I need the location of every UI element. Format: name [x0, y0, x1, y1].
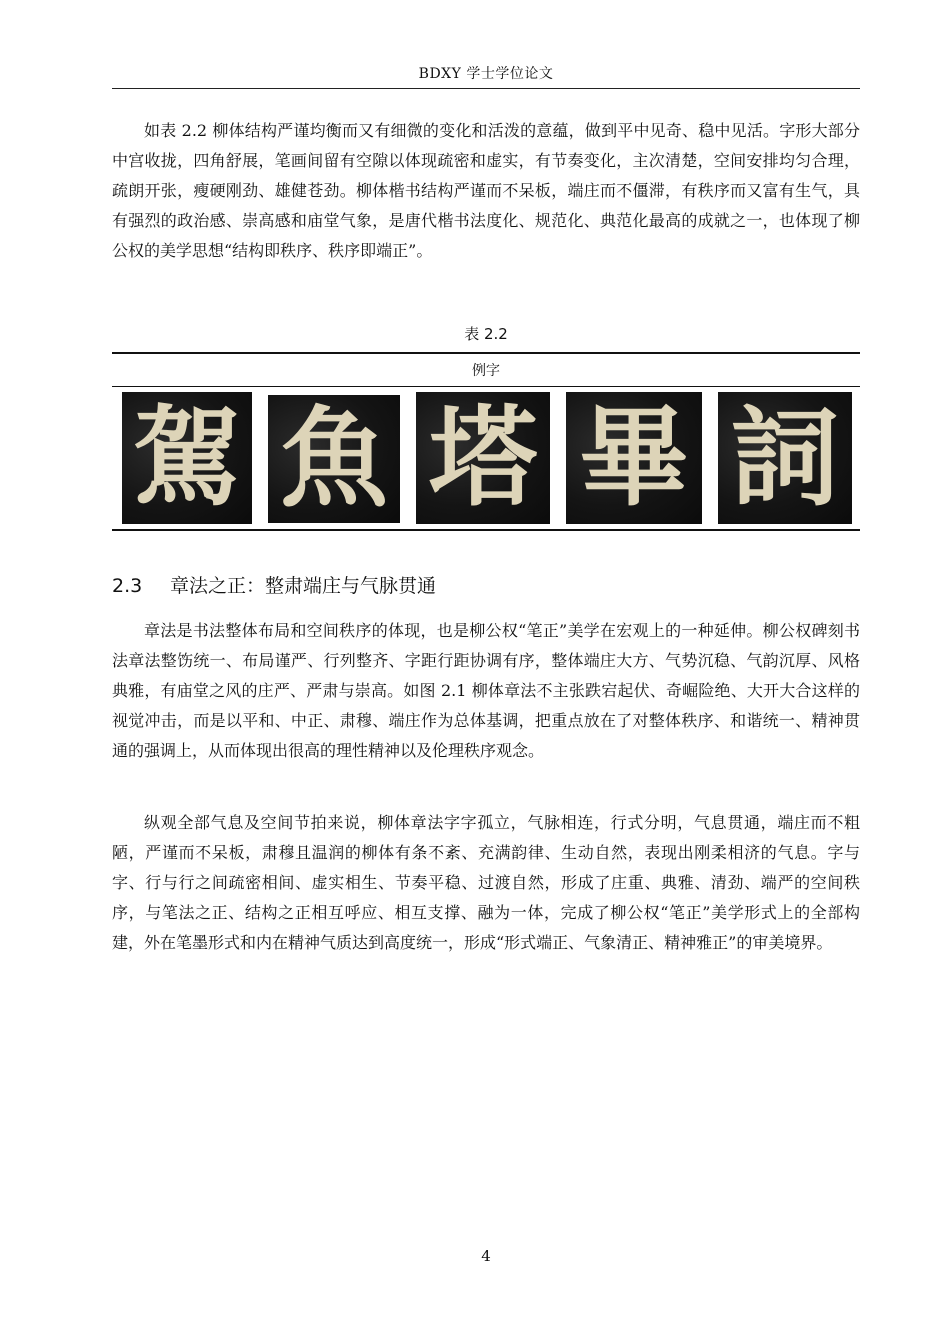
- calligraphy-rubbing-image: [268, 395, 400, 523]
- calligraphy-rubbing-image: [122, 392, 252, 524]
- table-bottom-rule: [112, 529, 860, 531]
- calligraphy-rubbing-image: [718, 392, 852, 524]
- calligraphy-character: 詞: [730, 395, 839, 521]
- section-title: 章法之正：整肃端庄与气脉贯通: [170, 575, 437, 597]
- header-rule: [112, 88, 860, 89]
- running-header: BDXY 学士学位论文: [418, 66, 554, 82]
- calligraphy-character: 駕: [132, 395, 241, 521]
- body-paragraph-1: 如表 2.2 柳体结构严谨均衡而又有细微的变化和活泼的意蕴，做到平中见奇、稳中见活。字形大部分中宫收拢，四角舒展，笔画间留有空隙以体现疏密和虚实，有节奏变化，主次清楚，空间安排均匀合理，疏朗开张，瘦硬刚劲、雄健苍劲。柳体楷书结构严谨而不呆板，端庄而不僵滞，有秩序而又富有生气，具有强烈的政治感、崇高感和庙堂气象，是唐代楷书法度化、规范化、典范化最高的成就之一，也体现了柳公权的美学思想“结构即秩序、秩序即端正”。: [112, 121, 860, 260]
- table-top-rule: [112, 352, 860, 354]
- table-column-header: 例字: [472, 363, 500, 379]
- calligraphy-character: 魚: [279, 396, 388, 522]
- section-heading: [112, 572, 860, 600]
- table-header-rule: [112, 386, 860, 387]
- calligraphy-rubbing-image: [566, 392, 702, 524]
- calligraphy-character: 畢: [579, 395, 688, 521]
- body-paragraph-2: 章法是书法整体布局和空间秩序的体现，也是柳公权“笔正”美学在宏观上的一种延伸。柳公权碑刻书法章法整饬统一、布局谨严、行列整齐、字距行距协调有序，整体端庄大方、气势沉稳、气韵沉厚、风格典雅，有庙堂之风的庄严、严肃与崇高。如图 2.1 柳体章法不主张跌宕起伏、奇崛险绝、大开大合这样的视觉冲击，而是以平和、中正、肃穆、端庄作为总体基调，把重点放在了对整体秩序、和谐统一、精神贯通的强调上，从而体现出很高的理性精神以及伦理秩序观念。: [112, 621, 860, 760]
- section-number: 2.3: [112, 575, 143, 597]
- page-number: 4: [481, 1247, 491, 1265]
- calligraphy-character: 塔: [428, 395, 537, 521]
- table-caption: 表 2.2: [464, 325, 508, 343]
- body-paragraph-3: 纵观全部气息及空间节拍来说，柳体章法字字孤立，气脉相连，行式分明，气息贯通，端庄而不粗陋，严谨而不呆板，肃穆且温润的柳体有条不紊、充满韵律、生动自然，表现出刚柔相济的气息。字与字、行与行之间疏密相间、虚实相生、节奏平稳、过渡自然，形成了庄重、典雅、清劲、端严的空间秩序，与笔法之正、结构之正相互呼应、相互支撑、融为一体，完成了柳公权“笔正”美学形式上的全部构建，外在笔墨形式和内在精神气质达到高度统一，形成“形式端正、气象清正、精神雅正”的审美境界。: [112, 813, 860, 952]
- calligraphy-rubbing-image: [416, 392, 550, 524]
